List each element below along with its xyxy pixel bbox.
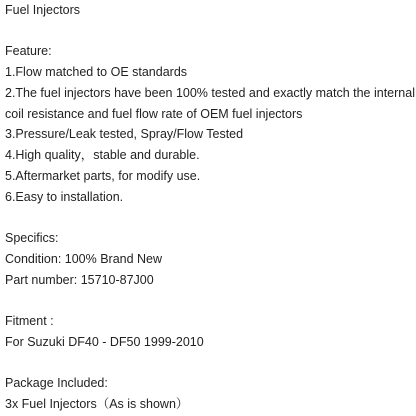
feature-item: 4.High quality，stable and durable. [5, 148, 200, 162]
page-title: Fuel Injectors [5, 3, 81, 17]
feature-item: 2.The fuel injectors have been 100% tested and exactly match the internal [5, 86, 415, 100]
fitment-heading: Fitment : [5, 314, 54, 328]
feature-item: 1.Flow matched to OE standards [5, 65, 188, 79]
feature-heading: Feature: [5, 44, 52, 58]
specifics-heading: Specifics: [5, 231, 59, 245]
part-number-text: Part number: 15710-87J00 [5, 273, 154, 287]
feature-item-continuation: coil resistance and fuel flow rate of OEM fuel injectors [5, 107, 303, 121]
feature-item: 6.Easy to installation. [5, 190, 124, 204]
package-heading: Package Included: [5, 376, 108, 390]
package-text: 3x Fuel Injectors（As is shown） [5, 397, 189, 411]
condition-text: Condition: 100% Brand New [5, 252, 163, 266]
fitment-text: For Suzuki DF40 - DF50 1999-2010 [5, 335, 204, 349]
feature-item: 3.Pressure/Leak tested, Spray/Flow Tested [5, 127, 244, 141]
feature-item: 5.Aftermarket parts, for modify use. [5, 169, 201, 183]
